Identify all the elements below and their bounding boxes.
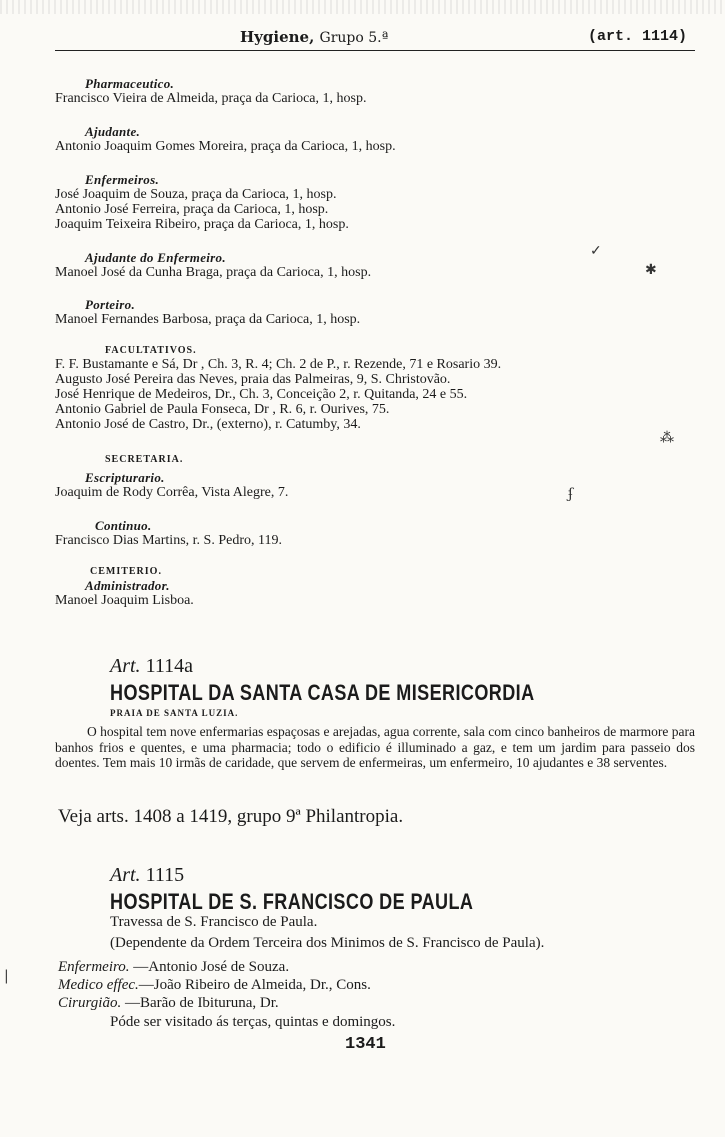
staff-role: Cirurgião. (58, 995, 122, 1011)
ink-mark: ⁂ (660, 430, 674, 446)
section-heading: CEMITERIO. (90, 566, 162, 577)
article-dependency: (Dependente da Ordem Terceira dos Minimos de S. Francisco de Paula). (110, 935, 545, 951)
section-heading: SECRETARIA. (105, 454, 184, 465)
article-title: HOSPITAL DA SANTA CASA DE MISERICORDIA (110, 680, 535, 705)
role-label: Pharmaceutico. (85, 76, 175, 91)
role-label: Ajudante do Enfermeiro. (85, 250, 226, 265)
staff-role: Enfermeiro. (58, 959, 130, 975)
visiting-hours: Póde ser visitado ás terças, quintas e domingos. (110, 1014, 396, 1030)
role-label: Administrador. (85, 578, 170, 593)
scan-noise (0, 0, 725, 14)
role-label: Escripturario. (85, 470, 165, 485)
page-number: 1341 (345, 1035, 386, 1054)
staff-entry (58, 994, 371, 1012)
entry-line: Antonio Gabriel de Paula Fonseca, Dr , R. 6, r. Ourives, 75. (55, 402, 390, 417)
entry-line: Manoel Fernandes Barbosa, praça da Carioca, 1, hosp. (55, 312, 361, 327)
article-num: 1114a (145, 655, 193, 677)
entry-line: Antonio José Ferreira, praça da Carioca, 1, hosp. (55, 202, 329, 217)
section-facultativos (55, 344, 705, 432)
entry-line: Francisco Vieira de Almeida, praça da Carioca, 1, hosp. (55, 91, 367, 106)
section-enfermeiros (55, 172, 705, 232)
article-number (110, 864, 184, 887)
ink-mark: ʄ (568, 486, 574, 502)
header-group: Grupo 5.ª (319, 30, 389, 46)
article-num: 1115 (145, 864, 185, 886)
entry-line: Antonio Joaquim Gomes Moreira, praça da Carioca, 1, hosp. (55, 139, 396, 154)
role-label: Porteiro. (85, 297, 136, 312)
staff-list (58, 958, 371, 1012)
entry-line: Augusto José Pereira das Neves, praia das Palmeiras, 9, S. Christovão. (55, 372, 451, 387)
entry-line: Manoel José da Cunha Braga, praça da Carioca, 1, hosp. (55, 265, 372, 280)
ink-mark: ✱ (645, 262, 657, 278)
entry-line: Antonio José de Castro, Dr., (externo), r. Catumby, 34. (55, 417, 361, 432)
article-number (110, 655, 193, 678)
entry-line: Joaquim Teixeira Ribeiro, praça da Carioca, 1, hosp. (55, 217, 349, 232)
see-also-line: Veja arts. 1408 a 1419, grupo 9ª Philantropia. (58, 806, 404, 827)
role-label: Enfermeiros. (85, 172, 160, 187)
entry-line: Joaquim de Rody Corrêa, Vista Alegre, 7. (55, 485, 289, 500)
section-pharmaceutico (55, 76, 705, 106)
header-title-text: Hygiene, (240, 28, 315, 46)
ink-mark: ✓ (590, 243, 602, 259)
entry-line: F. F. Bustamante e Sá, Dr , Ch. 3, R. 4; Ch. 2 de P., r. Rezende, 71 e Rosario 39. (55, 357, 502, 372)
role-label: Ajudante. (85, 124, 141, 139)
article-address: Travessa de S. Francisco de Paula. (110, 914, 318, 930)
staff-entry (58, 958, 371, 976)
section-cemiterio (55, 565, 705, 608)
header-article-ref: (art. 1114) (587, 28, 687, 45)
article-title: HOSPITAL DE S. FRANCISCO DE PAULA (110, 889, 474, 914)
section-ajudante (55, 124, 705, 154)
entry-line: José Joaquim de Souza, praça da Carioca, 1, hosp. (55, 187, 337, 202)
staff-name: —João Ribeiro de Almeida, Dr., Cons. (138, 977, 371, 993)
staff-entry (58, 976, 371, 994)
entry-line: Francisco Dias Martins, r. S. Pedro, 119. (55, 533, 282, 548)
role-label: Continuo. (95, 518, 152, 533)
entry-line: José Henrique de Medeiros, Dr., Ch. 3, Conceição 2, r. Quitanda, 24 e 55. (55, 387, 468, 402)
section-ajudante-enfermeiro (55, 250, 705, 280)
staff-role: Medico effec. (58, 977, 139, 993)
article-paragraph: O hospital tem nove enfermarias espaçosas e arejadas, agua corrente, sala com cinco banheiros de marmore para banhos frios e quentes, e uma pharmacia; todo o edificio é illuminado a gaz, e tem um jardim para passeio dos doentes. Tem mais 10 irmãs de caridade, que servem de enfermeiras, um enfermeiro, 10 ajudantes e 38 serventes. (55, 724, 695, 770)
section-continuo (55, 518, 705, 548)
ink-mark: | (4, 968, 9, 984)
section-secretaria (55, 453, 705, 500)
section-porteiro (55, 297, 705, 327)
article-subtitle: PRAIA DE SANTA LUZIA. (110, 708, 239, 718)
entry-line: Manoel Joaquim Lisboa. (55, 593, 194, 608)
staff-name: —Antonio José de Souza. (129, 959, 290, 975)
section-heading: FACULTATIVOS. (105, 345, 197, 356)
header-title (240, 28, 388, 46)
running-header (55, 28, 695, 51)
article-prefix: Art. (110, 864, 141, 886)
staff-name: —Barão de Ibituruna, Dr. (121, 995, 279, 1011)
article-prefix: Art. (110, 655, 141, 677)
